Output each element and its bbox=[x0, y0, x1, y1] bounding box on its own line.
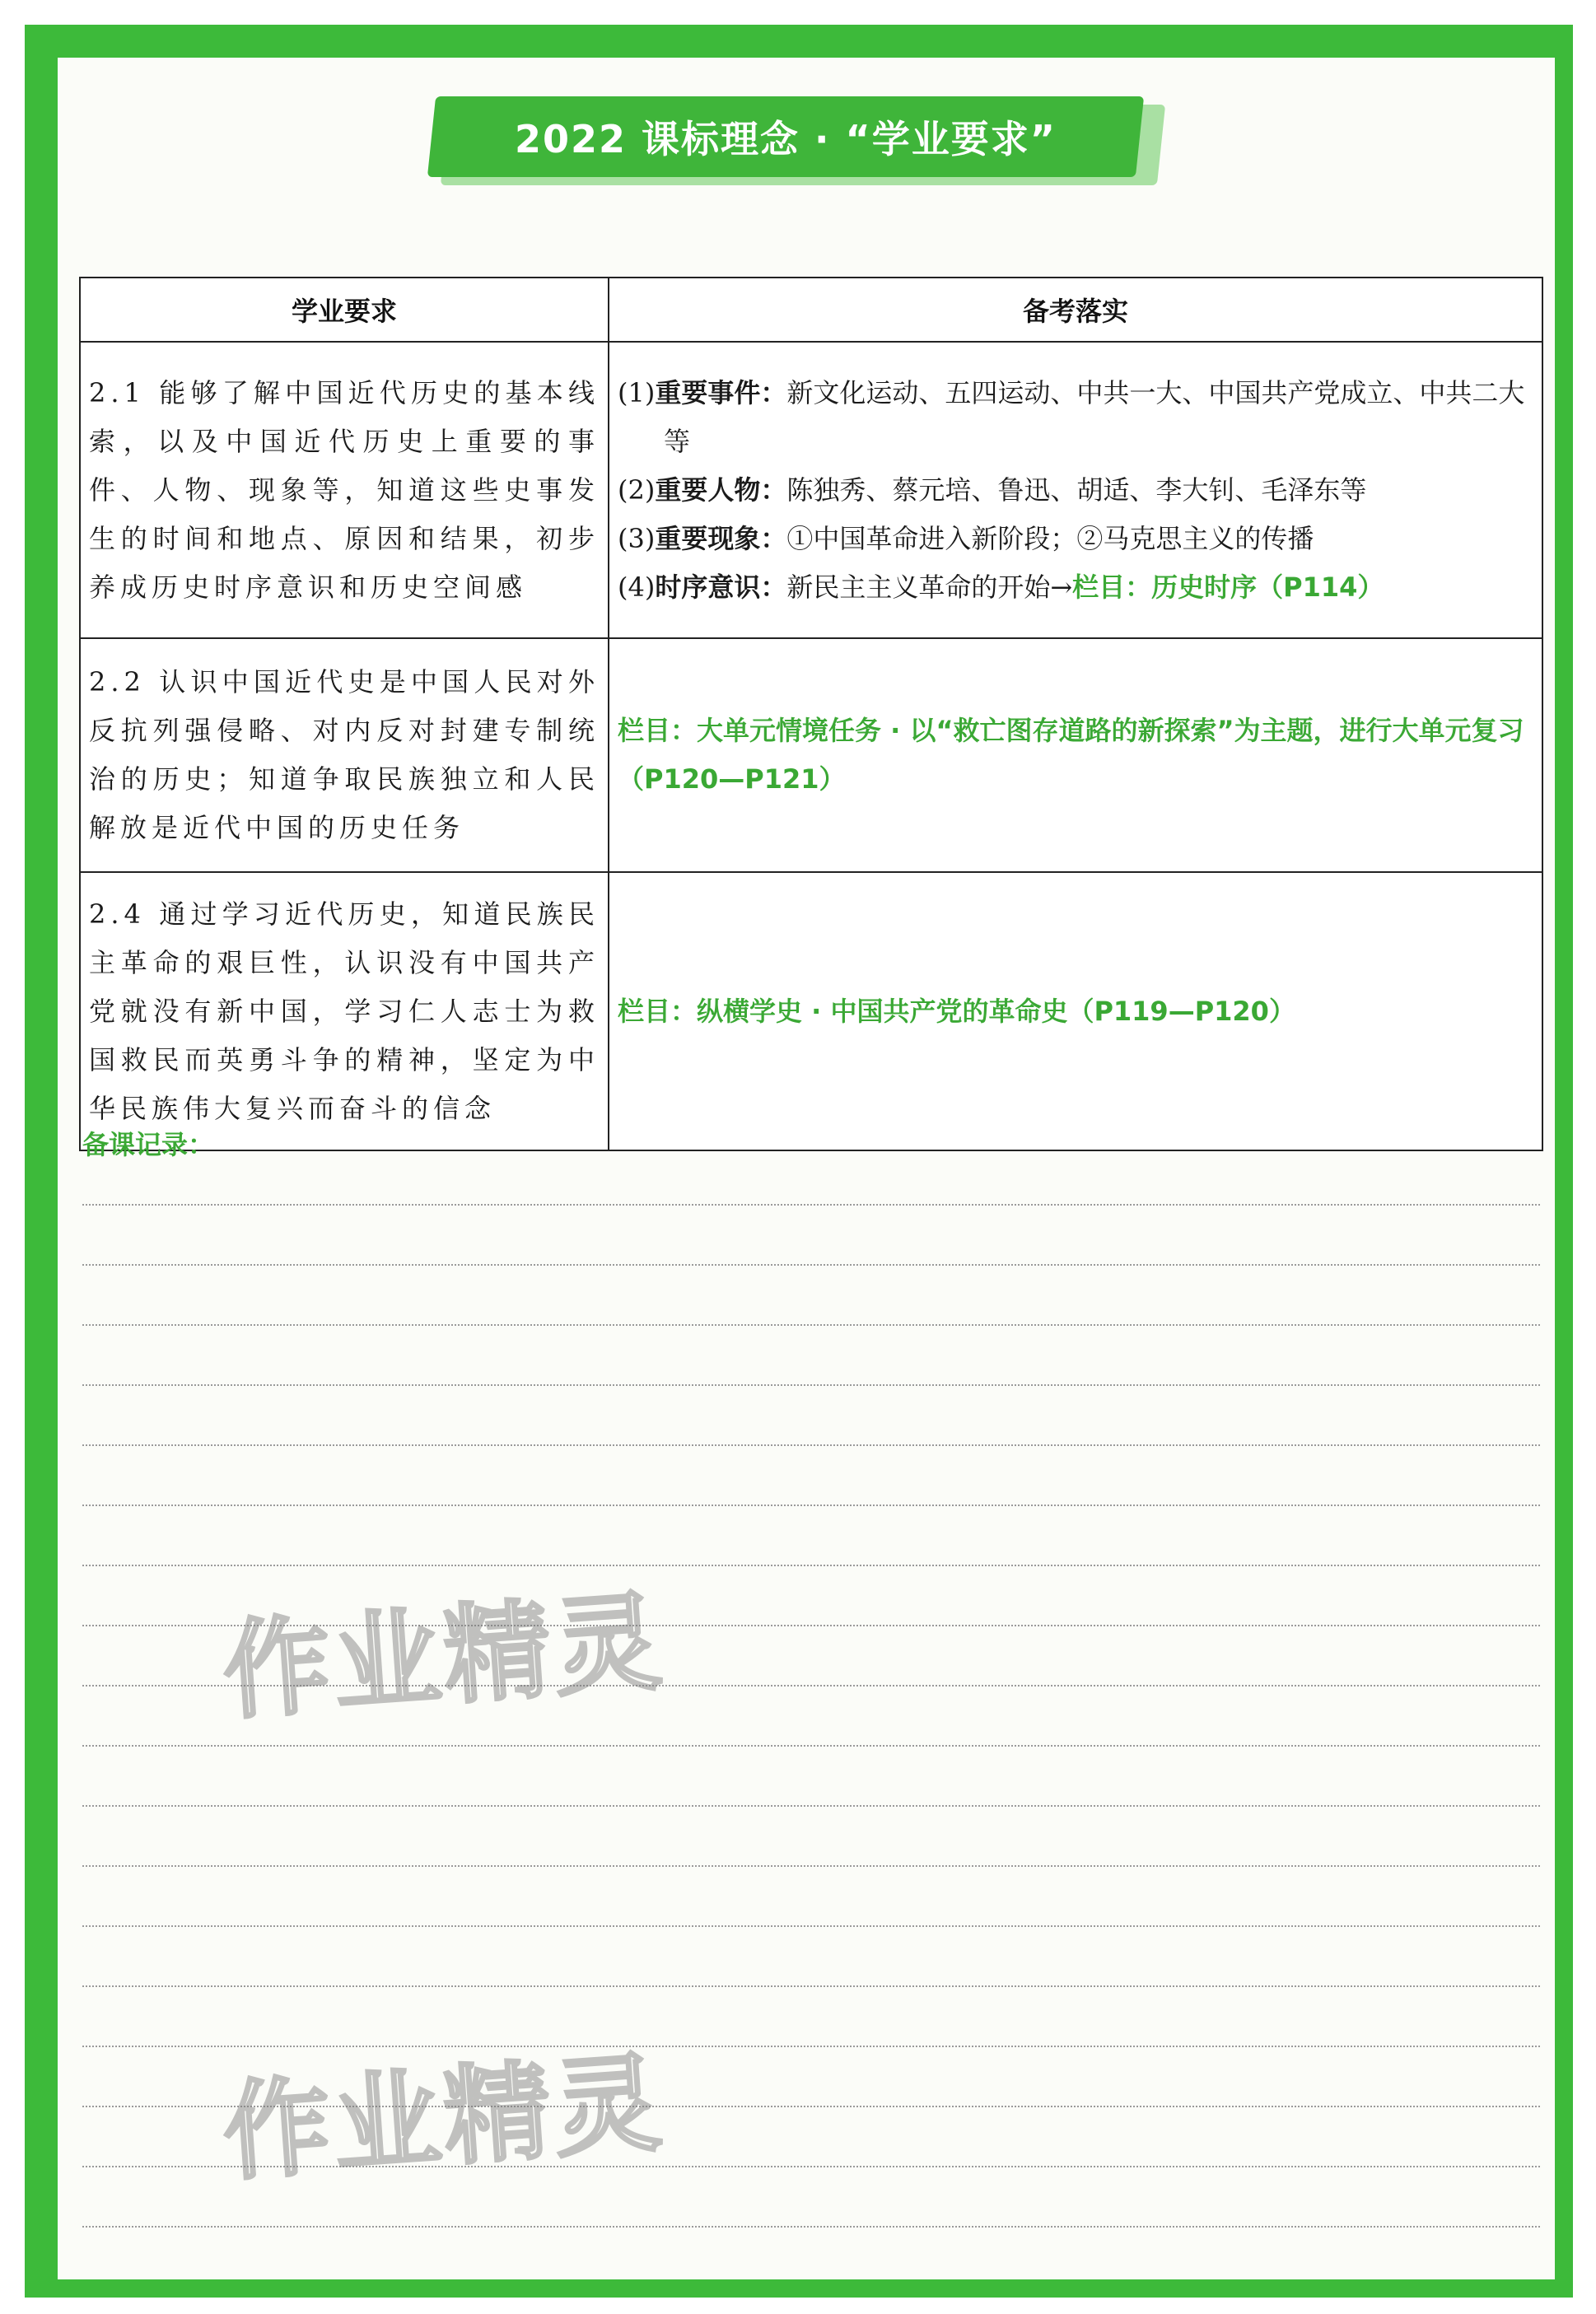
requirement-cell: 2.4 通过学习近代历史，知道民族民主革命的艰巨性，认识没有中国共产党就没有新中国，学习仁人志士为救国救民而英勇斗争的精神，坚定为中华民族伟大复兴而奋斗的信念 bbox=[80, 872, 609, 1150]
item-text: 陈独秀、蔡元培、鲁迅、胡适、李大钊、毛泽东等 bbox=[786, 474, 1367, 506]
table-row bbox=[80, 342, 1542, 638]
ruled-line bbox=[82, 1865, 1540, 1867]
list-item bbox=[618, 466, 1533, 515]
watermark: 作业精灵 bbox=[219, 2039, 669, 2195]
header-preparation: 备考落实 bbox=[609, 278, 1542, 342]
ruled-line bbox=[82, 1324, 1540, 1326]
item-text: ①中国革命进入新阶段；②马克思主义的传播 bbox=[786, 522, 1314, 554]
item-label: 重要现象： bbox=[655, 522, 787, 554]
title-banner bbox=[379, 80, 1169, 203]
table-header-row bbox=[80, 278, 1542, 342]
item-text: 新文化运动、五四运动、中共一大、中国共产党成立、中共二大等 bbox=[664, 376, 1525, 457]
requirement-cell: 2.1 能够了解中国近代历史的基本线索，以及中国近代历史上重要的事件、人物、现象等，知道这些史事发生的时间和地点、原因和结果，初步养成历史时序意识和历史空间感 bbox=[80, 342, 609, 638]
watermark: 作业精灵 bbox=[219, 1578, 669, 1734]
preparation-cell bbox=[609, 638, 1542, 872]
ruled-line bbox=[82, 1384, 1540, 1386]
table-row bbox=[80, 872, 1542, 1150]
ruled-line bbox=[82, 1444, 1540, 1446]
ruled-line bbox=[82, 2226, 1540, 2228]
header-requirements: 学业要求 bbox=[80, 278, 609, 342]
ruled-line bbox=[82, 1805, 1540, 1807]
item-label: 重要事件： bbox=[655, 376, 787, 408]
item-text: 新民主主义革命的开始→ bbox=[786, 571, 1073, 603]
item-number: (2) bbox=[618, 474, 656, 506]
requirements-table bbox=[79, 277, 1543, 1151]
notes-label: 备课记录： bbox=[82, 1129, 215, 1160]
list-item bbox=[618, 369, 1533, 466]
column-reference-link: 栏目：纵横学史 · 中国共产党的革命史（P119—P120） bbox=[618, 995, 1295, 1027]
table-row bbox=[80, 638, 1542, 872]
green-border-right bbox=[1555, 25, 1573, 2298]
ruled-line bbox=[82, 1985, 1540, 1987]
ruled-line bbox=[82, 1565, 1540, 1566]
item-number: (1) bbox=[618, 376, 656, 408]
column-reference-link: 栏目：历史时序（P114） bbox=[1072, 571, 1384, 603]
banner-title: 2022 课标理念 · “学业要求” bbox=[514, 117, 1057, 161]
column-reference-link: 栏目：大单元情境任务 · 以“救亡图存道路的新探索”为主题，进行大单元复习（P120—P121） bbox=[618, 715, 1524, 795]
ruled-line bbox=[82, 1745, 1540, 1747]
preparation-cell bbox=[609, 872, 1542, 1150]
green-border-top bbox=[25, 25, 1573, 58]
requirement-cell: 2.2 认识中国近代史是中国人民对外反抗列强侵略、对内反对封建专制统治的历史；知道争取民族独立和人民解放是近代中国的历史任务 bbox=[80, 638, 609, 872]
item-label: 时序意识： bbox=[655, 571, 787, 603]
green-border-bottom bbox=[25, 2279, 1573, 2298]
list-item bbox=[618, 563, 1533, 612]
preparation-cell bbox=[609, 342, 1542, 638]
green-border-left bbox=[25, 25, 58, 2298]
ruled-line bbox=[82, 1204, 1540, 1206]
item-number: (3) bbox=[618, 522, 656, 554]
ruled-line bbox=[82, 1505, 1540, 1506]
ruled-line bbox=[82, 1264, 1540, 1266]
list-item bbox=[618, 515, 1533, 563]
banner-bar bbox=[427, 96, 1144, 177]
ruled-line bbox=[82, 1925, 1540, 1927]
item-label: 重要人物： bbox=[655, 474, 787, 506]
item-number: (4) bbox=[618, 571, 656, 603]
